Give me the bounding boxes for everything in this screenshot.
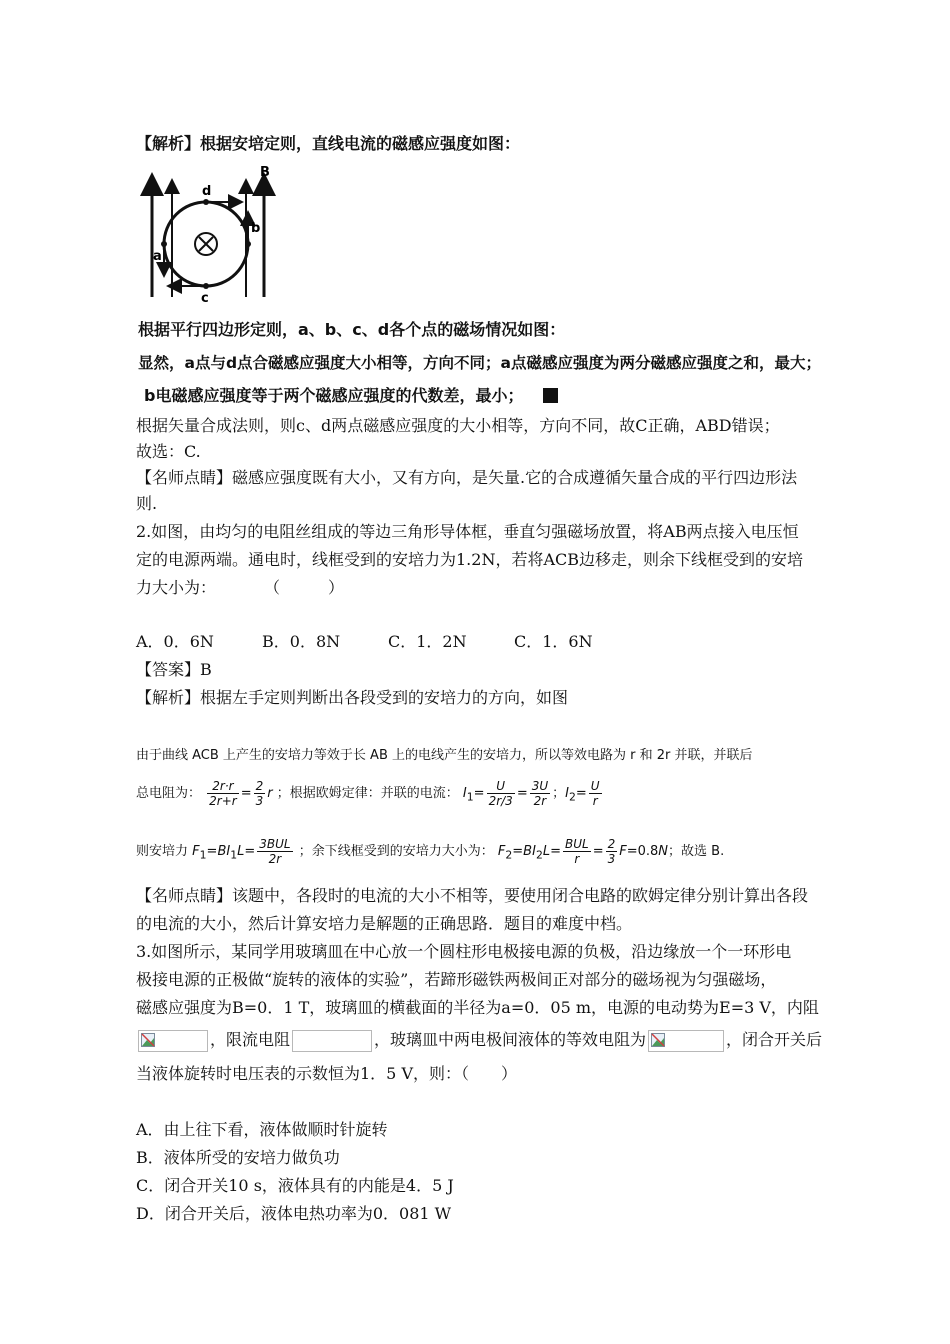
q3-line-3: 磁感应强度为B=0．1 T，玻璃皿的横截面的半径为a=0．05 m，电源的电动势为E=3 V，内阻 [136, 998, 819, 1017]
q3-line-1: 3.如图所示，某同学用玻璃皿在中心放一个圆柱形电极接电源的负极，沿边缘放一个一环形电 [136, 942, 792, 961]
q3-line-2: 极接电源的正极做“旋转的液体的实验”，若蹄形磁铁两极间正对部分的磁场视为匀强磁场， [136, 970, 777, 989]
total-resistance-label: 总电阻为： [136, 786, 202, 801]
conclusion-line-2 [144, 386, 558, 406]
q2-option-b: B．0．8N [262, 632, 341, 651]
q2-line-1: 2.如图，由均匀的电阻丝组成的等边三角形导体框，垂直匀强磁场放置，将AB两点接入电压恒 [136, 522, 799, 541]
q3-line-5: 当液体旋转时电压表的示数恒为1．5 V，则：（ ） [136, 1064, 518, 1083]
liquid-resistance-label: ，玻璃皿中两电极间液体的等效电阻为 [374, 1030, 647, 1049]
q2-answer: 【答案】B [136, 660, 212, 679]
q2-analysis: 【解析】根据左手定则判断出各段受到的安培力的方向，如图 [136, 688, 569, 707]
q2-option-c: C．1．2N [388, 632, 467, 651]
after-switch-label: ，闭合开关后 [726, 1030, 823, 1049]
label-b: b [251, 221, 261, 236]
tip-line-2: 则. [136, 494, 158, 513]
answer-choice-line: 故选：C. [136, 442, 201, 461]
limiting-resistor-label: ，限流电阻 [210, 1030, 291, 1049]
q2-line-3: 力大小为： （ ） [136, 578, 345, 597]
ampere-force-label: 则安培力 [136, 844, 189, 859]
broken-image-icon [651, 1033, 665, 1047]
q2-tip-line-1: 【名师点睛】该题中，各段时的电流的大小不相等，要使用闭合电路的欧姆定律分别计算出各段 [136, 886, 809, 905]
choose-b-label: ；故选 B. [668, 844, 725, 859]
q3-option-b: B．液体所受的安培力做负功 [136, 1148, 340, 1167]
label-B: B [260, 165, 270, 180]
magnetic-field-figure [138, 162, 278, 302]
q2-tip-line-2: 的电流的大小，然后计算安培力是解题的正确思路．题目的难度中档。 [136, 914, 633, 933]
analysis-heading: 【解析】根据安培定则，直线电流的磁感应强度如图： [136, 134, 521, 153]
q2-solution-line-3: 则安培力 $F_1=BI_1L=$ $\frac{\text{3BUL}}{2r}$ ；余下线框受到的安培力大小为： $F_2=BI_2L=$ $\frac{\text{BUL}}{r}$ = $\frac{2}{3}$ F=0.8N；故选 B. [136, 837, 725, 866]
broken-image-icon [141, 1033, 155, 1047]
label-a: a [153, 249, 162, 264]
broken-image-placeholder [138, 1030, 208, 1052]
q2-solution-line-1: 由于曲线 ACB 上产生的安培力等效于长 AB 上的电线产生的安培力，所以等效电路为 r 和 2r 并联，并联后 [136, 748, 753, 763]
label-c: c [201, 291, 209, 302]
black-square-icon [543, 388, 558, 403]
q3-option-c: C．闭合开关10 s，液体具有的内能是4．5 J [136, 1176, 454, 1195]
vector-rule-line: 根据矢量合成法则，则c、d两点磁感应强度的大小相等，方向不同，故C正确，ABD错误； [136, 416, 780, 435]
label-d: d [202, 184, 212, 199]
conclusion-line-1: 显然，a点与d点合磁感应强度大小相等，方向不同；a点磁感应强度为两分磁感应强度之和，最大； [138, 354, 822, 372]
ohm-law-label: ；根据欧姆定律：并联的电流： [276, 786, 459, 801]
formula-fraction: $\frac{2r\cdot r}{2r+r}$ [209, 779, 237, 808]
q2-line-2: 定的电源两端。通电时，线框受到的安培力为1.2N，若将ACB边移走，则余下线框受到的安培 [136, 550, 804, 569]
parallelogram-line: 根据平行四边形定则，a、b、c、d各个点的磁场情况如图： [138, 320, 566, 339]
blank-image-placeholder [292, 1030, 372, 1052]
tip-line-1: 【名师点睛】磁感应强度既有大小，又有方向，是矢量.它的合成遵循矢量合成的平行四边形法 [136, 468, 798, 487]
remaining-force-label: ；余下线框受到的安培力大小为： [298, 844, 494, 859]
q2-option-a: A．0．6N [136, 632, 214, 651]
broken-image-placeholder [648, 1030, 724, 1052]
q2-options [136, 632, 640, 652]
q3-option-d: D．闭合开关后，液体电热功率为0．081 W [136, 1204, 452, 1223]
conclusion-line-2-text: b电磁感应强度等于两个磁感应强度的代数差，最小； [144, 386, 524, 405]
q2-solution-line-2: 总电阻为： $\frac{2r\cdot r}{2r+r}$ = $\frac{2}{3}$ r ；根据欧姆定律：并联的电流： $I_1=$ $\frac{U}{2r/3}$ = $\frac{3U}{2r}$ ；$I_2=$ $\frac{U}{r}$ [136, 779, 600, 808]
q3-line-4 [136, 1028, 822, 1052]
q2-option-d: C．1．6N [514, 632, 593, 651]
q3-option-a: A．由上往下看，液体做顺时针旋转 [136, 1120, 388, 1139]
